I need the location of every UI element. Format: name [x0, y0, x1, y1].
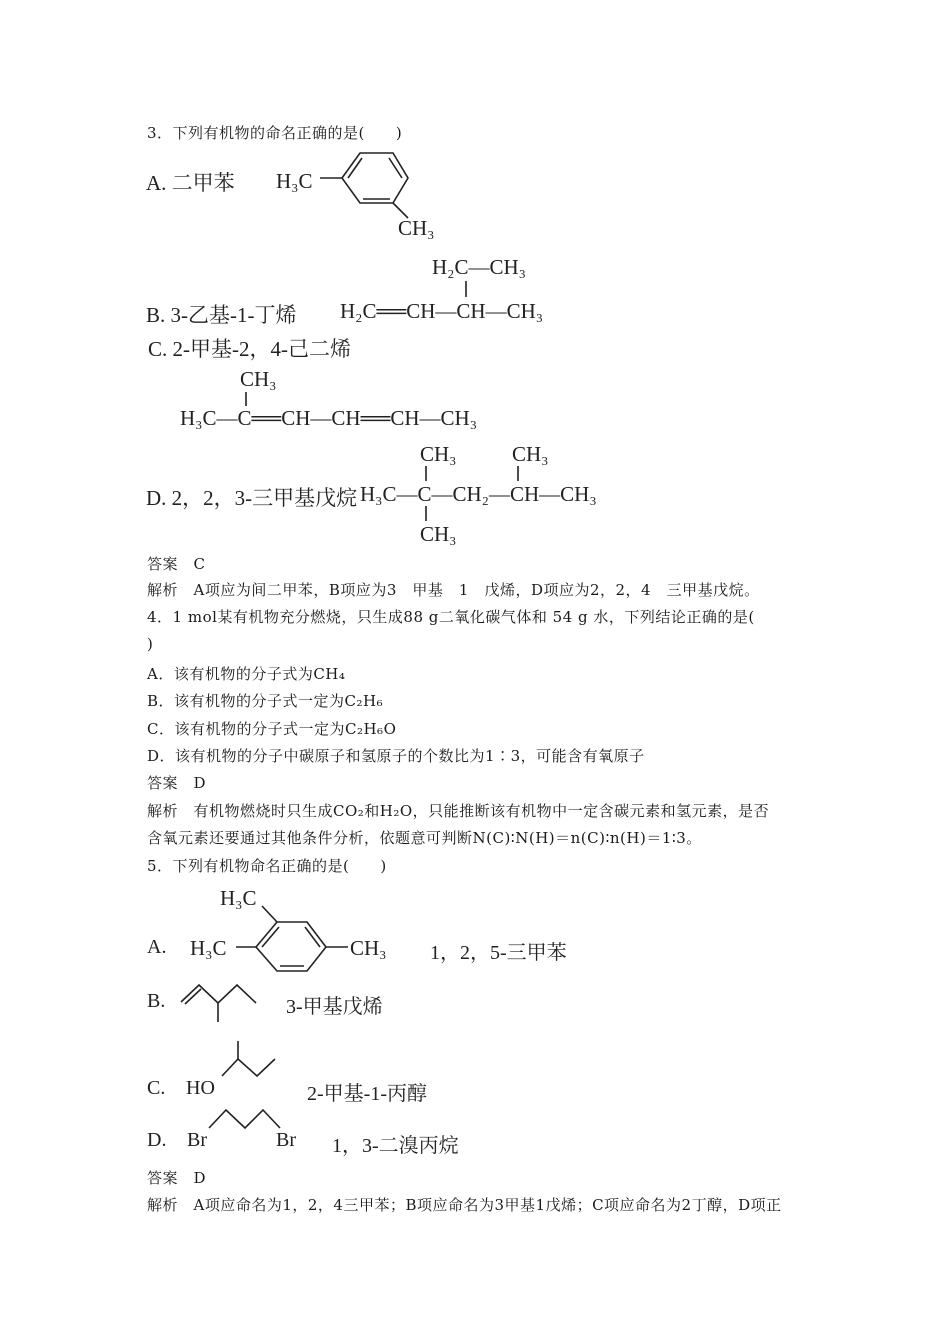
q3-option-a-ch3: CH₃ — [398, 216, 435, 240]
q3-option-a-label: A. 二甲苯 — [146, 171, 235, 195]
q3-option-d-top2: CH₃ — [512, 442, 549, 466]
q5-option-c-letter: C. — [147, 1077, 166, 1099]
q5-option-b-name: 3-甲基戊烯 — [286, 996, 383, 1018]
q3-option-d-top1: CH₃ — [420, 442, 457, 466]
q3-option-c-label: C. 2-甲基-2，4-己二烯 — [148, 337, 351, 361]
q4-analysis-line2: 含氧元素还要通过其他条件分析，依题意可判断N(C)∶N(H)＝n(C)∶n(H)＝1∶3。 — [147, 829, 702, 847]
q3-stem: 3．下列有机物的命名正确的是( ) — [147, 124, 403, 142]
q4-stem-line1: 4．1 mol某有机物充分燃烧，只生成88 g二氧化碳气体和 54 g 水，下列结论正确的是( — [147, 608, 755, 626]
q5-option-a-top: H₃C — [220, 886, 257, 910]
q5-option-d-name: 1，3-二溴丙烷 — [332, 1135, 459, 1157]
q3-option-d-main: H₃C—C—CH₂—CH—CH₃ — [360, 482, 597, 506]
q3-option-d-label: D. 2，2，3-三甲基戊烷 — [146, 486, 358, 510]
q5-option-d-letter: D. — [147, 1129, 167, 1151]
q3-option-b-label: B. 3-乙基-1-丁烯 — [146, 303, 297, 327]
q3-analysis: 解析 A项应为间二甲苯，B项应为3 甲基 1 戊烯，D项应为2，2，4 三甲基戊烷。 — [147, 581, 760, 599]
q3-option-c-main: H₃C—C══CH—CH══CH—CH₃ — [180, 406, 478, 430]
q5-analysis: 解析 A项应命名为1，2，4三甲苯；B项应命名为3甲基1戊烯；C项应命名为2丁醇，D项正 — [147, 1196, 782, 1214]
q4-option-c: C．该有机物的分子式一定为C₂H₆O — [147, 720, 397, 738]
q4-stem-line2: ) — [147, 635, 154, 653]
q3-answer: 答案 C — [147, 555, 206, 573]
q3-option-b-main: H₂C══CH—CH—CH₃ — [340, 299, 544, 323]
q5-option-d-br1: Br — [187, 1129, 207, 1151]
q5-option-a-name: 1，2，5-三甲苯 — [430, 942, 567, 964]
q3-option-d-bottom: CH₃ — [420, 522, 457, 546]
q5-option-b-letter: B. — [147, 990, 166, 1012]
q4-option-d: D．该有机物的分子中碳原子和氢原子的个数比为1∶3，可能含有氧原子 — [147, 747, 645, 765]
q5-stem: 5．下列有机物命名正确的是( ) — [147, 857, 387, 875]
q4-analysis-line1: 解析 有机物燃烧时只生成CO₂和H₂O，只能推断该有机物中一定含碳元素和氢元素，是否 — [147, 802, 770, 820]
q5-option-a-left: H₃C — [190, 936, 227, 960]
q5-option-a-letter: A. — [147, 936, 167, 958]
q3-option-c-branch: CH₃ — [240, 367, 277, 391]
q4-answer: 答案 D — [147, 774, 207, 792]
q5-answer: 答案 D — [147, 1169, 207, 1187]
q4-option-a: A．该有机物的分子式为CH₄ — [147, 665, 346, 683]
q3-option-a-h3c: H₃C — [276, 169, 313, 193]
q5-option-d-br2: Br — [276, 1129, 296, 1151]
q3-option-b-branch: H₂C—CH₃ — [432, 255, 526, 279]
q4-option-b: B．该有机物的分子式一定为C₂H₆ — [147, 692, 384, 710]
q5-option-a-right: CH₃ — [350, 936, 387, 960]
q5-option-c-name: 2-甲基-1-丙醇 — [307, 1083, 427, 1105]
q5-option-c-ho: HO — [186, 1077, 215, 1099]
